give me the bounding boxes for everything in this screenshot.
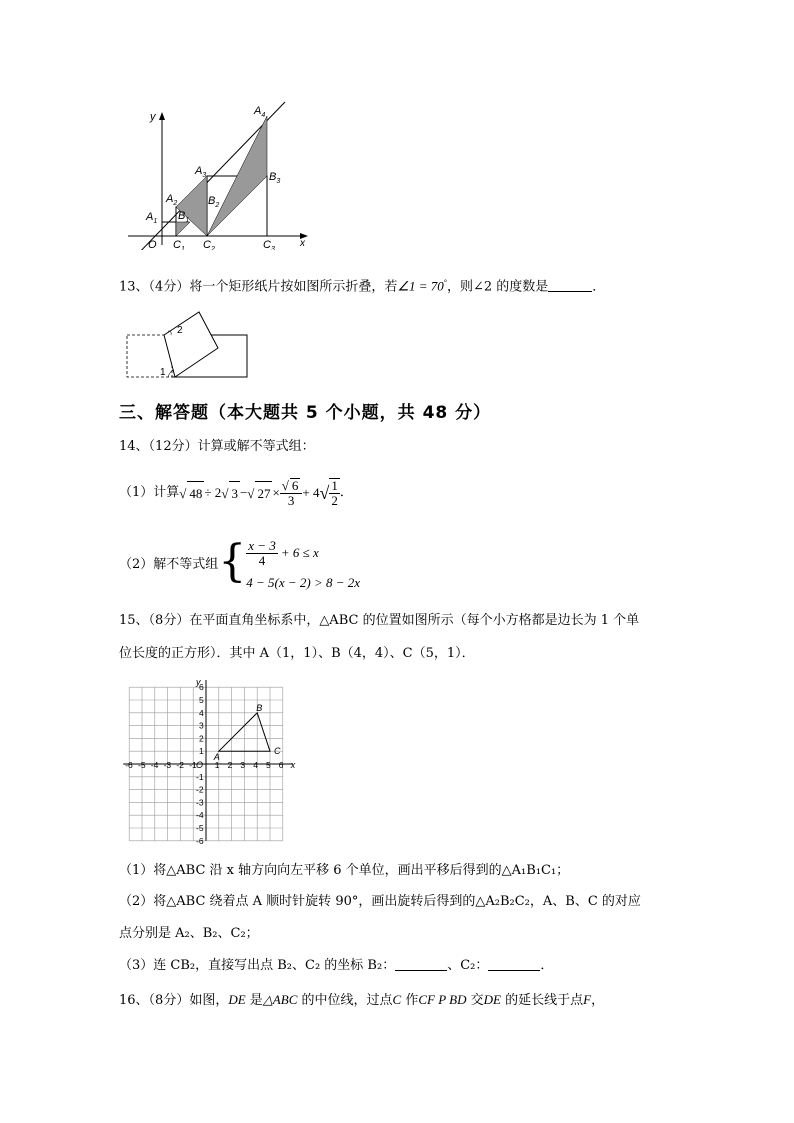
answer-blank-13[interactable] [548, 277, 592, 292]
label-b3: $B_3$ [269, 171, 281, 185]
vertex-a-label: A [213, 752, 220, 763]
label-c2: $C_2$ [203, 239, 215, 250]
y-tick-label: 4 [199, 707, 204, 718]
question-16-text: 16、（8分）如图，DE 是△ABC 的中位线，过点C 作CF P BD 交DE 的延长线于点F， [119, 992, 605, 1008]
fig12-origin-label: O [148, 239, 157, 250]
answer-blank-b2[interactable] [395, 956, 447, 971]
shaded-triangle-1 [176, 222, 190, 236]
y-tick-label: -5 [196, 823, 204, 833]
x-tick-label: 5 [266, 760, 271, 770]
fold-angle-2-label: 2 [177, 325, 183, 336]
question-15-part-1: （1）将△ABC 沿 x 轴方向向左平移 6 个单位，画出平移后得到的△A₁B₁C₁； [119, 863, 570, 878]
y-tick-label: -2 [196, 784, 204, 795]
question-15-part-2a: （2）将△ABC 绕着点 A 顺时针旋转 90°，画出旋转后得到的△A₂B₂C₂，A、B、C 的对应 [119, 894, 641, 909]
y-tick-label: 5 [199, 695, 204, 705]
question-14-part-1: （1）计算 √ 48 ÷ 2 √ 3 − √ 27 × $\frac{√ 6}{3}$ + 4 √ $\frac{1}{2}$ ． [119, 478, 353, 508]
question-13-text: 13、（4分）将一个矩形纸片按如图所示折叠，若∠1 = 70°，则∠2 的度数是 ． [119, 278, 606, 295]
x-tick-label: -1 [189, 760, 197, 770]
staircase-squares-figure [120, 100, 320, 250]
y-tick-label: -1 [196, 771, 204, 782]
label-c1: $C_1$ [173, 239, 185, 250]
vertex-c-label: C [274, 746, 281, 757]
x-tick-label: 3 [240, 760, 246, 770]
question-15-line-2: 位长度的正方形）．其中 A（1，1）、B（4，4）、C（5，1）． [119, 646, 475, 661]
folded-paper-figure [120, 310, 260, 385]
question-14-part-2: （2）解不等式组 { $\frac{x - 3}{4}$ + 6 ≤ x 4 − 5(x − 2) > 8 − 2x [119, 536, 361, 590]
vertex-b-label: B [256, 702, 263, 713]
folded-flap [164, 312, 218, 377]
x-tick-label: 1 [214, 760, 220, 770]
x-tick-label: 4 [253, 760, 258, 770]
y-axis-arrow [159, 112, 165, 120]
y-tick-label: 3 [199, 720, 204, 731]
x-tick-label: 6 [278, 760, 284, 770]
y-tick-label: 2 [199, 733, 204, 744]
x-tick-label: -6 [125, 760, 133, 770]
label-b2: $B_2$ [208, 195, 220, 209]
fig12-x-label: x [300, 238, 305, 249]
grid-x-label: x [290, 760, 296, 770]
y-tick-label: 6 [199, 682, 204, 693]
y-tick-label: -4 [196, 810, 204, 821]
question-15-line-1: 15、（8分）在平面直角坐标系中，△ABC 的位置如图所示（每个小方格都是边长为 1 个单 [119, 613, 640, 628]
fig12-y-label: y [150, 111, 156, 123]
square-1 [162, 222, 176, 236]
label-b1: $B_1$ [178, 210, 190, 224]
x-tick-label: -3 [163, 760, 172, 770]
question-15-part-2b: 点分别是 A₂、B₂、C₂； [119, 926, 259, 941]
answer-blank-c2[interactable] [488, 956, 540, 971]
grid-origin-label: O [196, 760, 204, 770]
y-tick-label: 1 [199, 746, 204, 757]
y-tick-label: -3 [196, 797, 204, 808]
x-tick-label: -4 [150, 760, 159, 770]
fold-angle-1-label: 1 [160, 367, 166, 378]
y-tick-label: -6 [196, 835, 204, 846]
coordinate-grid-figure [118, 680, 303, 850]
question-14-title: 14、（12分）计算或解不等式组： [119, 439, 315, 454]
label-a3: $A_3$ [195, 165, 207, 179]
section-3-title: 三、解答题（本大题共 5 个小题，共 48 分） [119, 403, 492, 423]
label-a4: $A_4$ [254, 105, 266, 119]
label-c3: $C_3$ [263, 239, 275, 250]
label-a1: $A_1$ [146, 211, 158, 225]
x-tick-label: -5 [138, 760, 146, 770]
x-tick-label: 2 [227, 760, 233, 770]
grid-y-label: y [196, 680, 201, 688]
x-tick-label: -2 [176, 760, 184, 770]
question-15-part-3: （3）连 CB₂，直接写出点 B₂、C₂ 的坐标 B₂： 、C₂： ． [119, 958, 554, 973]
label-a2: $A_2$ [166, 193, 178, 207]
